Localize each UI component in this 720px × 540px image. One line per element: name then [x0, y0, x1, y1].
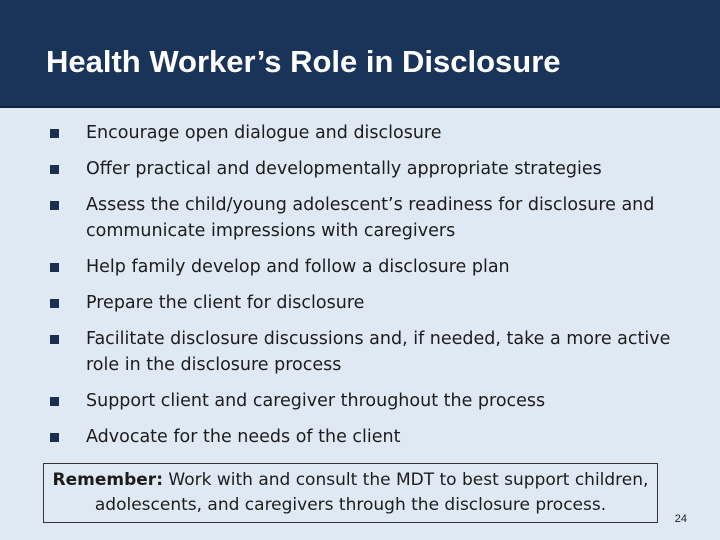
- bullet-list: [50, 120, 690, 460]
- square-bullet-icon: [50, 263, 59, 272]
- square-bullet-icon: [50, 129, 59, 138]
- page-number: 24: [674, 513, 687, 525]
- bullet-text: Advocate for the needs of the client: [86, 427, 401, 447]
- bullet-item: [50, 424, 690, 450]
- bullet-item: [50, 156, 690, 182]
- bullet-text: Facilitate disclosure discussions and, if needed, take a more active role in the disclosure process: [86, 329, 671, 375]
- bullet-text: Support client and caregiver throughout the process: [86, 391, 546, 411]
- square-bullet-icon: [50, 397, 59, 406]
- square-bullet-icon: [50, 299, 59, 308]
- bullet-item: [50, 290, 690, 316]
- square-bullet-icon: [50, 433, 59, 442]
- bullet-item: [50, 254, 690, 280]
- remember-callout: [43, 463, 658, 523]
- bullet-item: [50, 388, 690, 414]
- remember-label: Remember:: [52, 470, 163, 490]
- bullet-text: Encourage open dialogue and disclosure: [86, 123, 442, 143]
- bullet-text: Assess the child/young adolescent’s readiness for disclosure and communicate impressions with caregivers: [86, 195, 655, 241]
- square-bullet-icon: [50, 201, 59, 210]
- bullet-text: Prepare the client for disclosure: [86, 293, 365, 313]
- bullet-text: Help family develop and follow a disclosure plan: [86, 257, 510, 277]
- bullet-item: [50, 192, 690, 244]
- title-bar: [0, 0, 720, 108]
- bullet-item: [50, 120, 690, 146]
- square-bullet-icon: [50, 165, 59, 174]
- remember-text: Work with and consult the MDT to best support children, adolescents, and caregivers through the disclosure process.: [94, 470, 649, 515]
- bullet-item: [50, 326, 690, 378]
- slide-title: Health Worker’s Role in Disclosure: [46, 44, 561, 79]
- bullet-text: Offer practical and developmentally appropriate strategies: [86, 159, 602, 179]
- square-bullet-icon: [50, 335, 59, 344]
